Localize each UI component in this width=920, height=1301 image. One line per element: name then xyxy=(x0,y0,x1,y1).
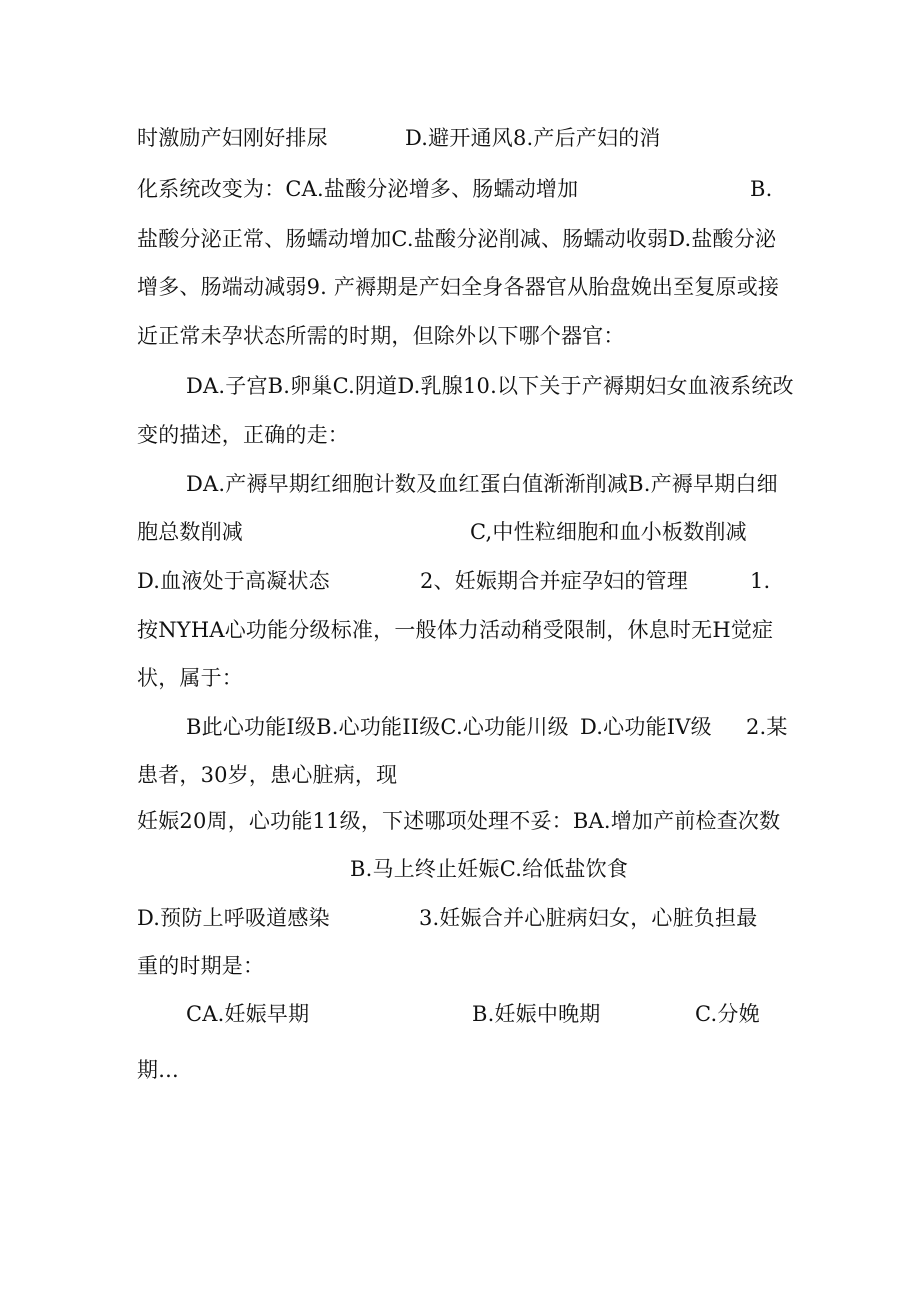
text-segment: D.避开通风8.产后产妇的消 xyxy=(405,126,661,150)
text-segment: 化系统改变为：CA.盐酸分泌增多、肠蠕动增加 xyxy=(137,177,579,201)
text-segment: 重的时期是： xyxy=(137,954,265,978)
text-segment: C.分娩 xyxy=(695,1002,760,1026)
text-segment: 胞总数削减 xyxy=(137,520,243,544)
text-segment: D.血液处于高凝状态 xyxy=(137,569,330,593)
text-segment: 增多、肠端动减弱9. 产褥期是产妇全身各器官从胎盘娩出至复原或接 xyxy=(137,275,780,299)
text-segment: DA.产褥早期红细胞计数及血红蛋白值渐渐削减B.产褥早期白细 xyxy=(186,472,778,496)
text-segment: 期... xyxy=(137,1058,179,1082)
text-segment: B.马上终止妊娠C.给低盐饮食 xyxy=(350,857,629,881)
text-segment: 2、妊娠期合并症孕妇的管理 xyxy=(420,569,688,593)
text-segment: DA.子宫B.卵巢C.阴道D.乳腺10.以下关于产褥期妇女血液系统改 xyxy=(186,374,794,398)
text-segment: 时激励产妇刚好排尿 xyxy=(137,126,328,150)
text-segment: D.预防上呼吸道感染 xyxy=(137,906,330,930)
text-segment: 按NYHA心功能分级标准，一般体力活动稍受限制，休息时无H觉症 xyxy=(137,618,774,642)
text-segment: 1. xyxy=(750,569,771,593)
text-segment: CA.妊娠早期 xyxy=(186,1002,310,1026)
text-segment: 变的描述，正确的走： xyxy=(137,423,349,447)
text-segment: B.妊娠中晚期 xyxy=(472,1002,601,1026)
text-segment: D.心功能IV级 xyxy=(580,715,712,739)
text-segment: 3.妊娠合并心脏病妇女，心脏负担最 xyxy=(419,906,758,930)
text-segment: 状，属于： xyxy=(137,666,243,690)
text-segment: 患者，30岁，患心脏病，现 xyxy=(137,763,398,787)
text-segment: B此心功能I级B.心功能II级C.心功能川级 xyxy=(186,715,569,739)
text-segment: B. xyxy=(750,177,773,201)
text-segment: 妊娠20周，心功能11级，下述哪项处理不妥：BA.增加产前检查次数 xyxy=(137,809,781,833)
text-segment: 2.某 xyxy=(746,715,788,739)
text-segment: C,中性粒细胞和血小板数削减 xyxy=(470,520,747,544)
text-segment: 盐酸分泌正常、肠蠕动增加C.盐酸分泌削减、肠蠕动收弱D.盐酸分泌 xyxy=(137,227,777,251)
text-segment: 近正常未孕状态所需的时期，但除外以下哪个器官： xyxy=(137,324,625,348)
